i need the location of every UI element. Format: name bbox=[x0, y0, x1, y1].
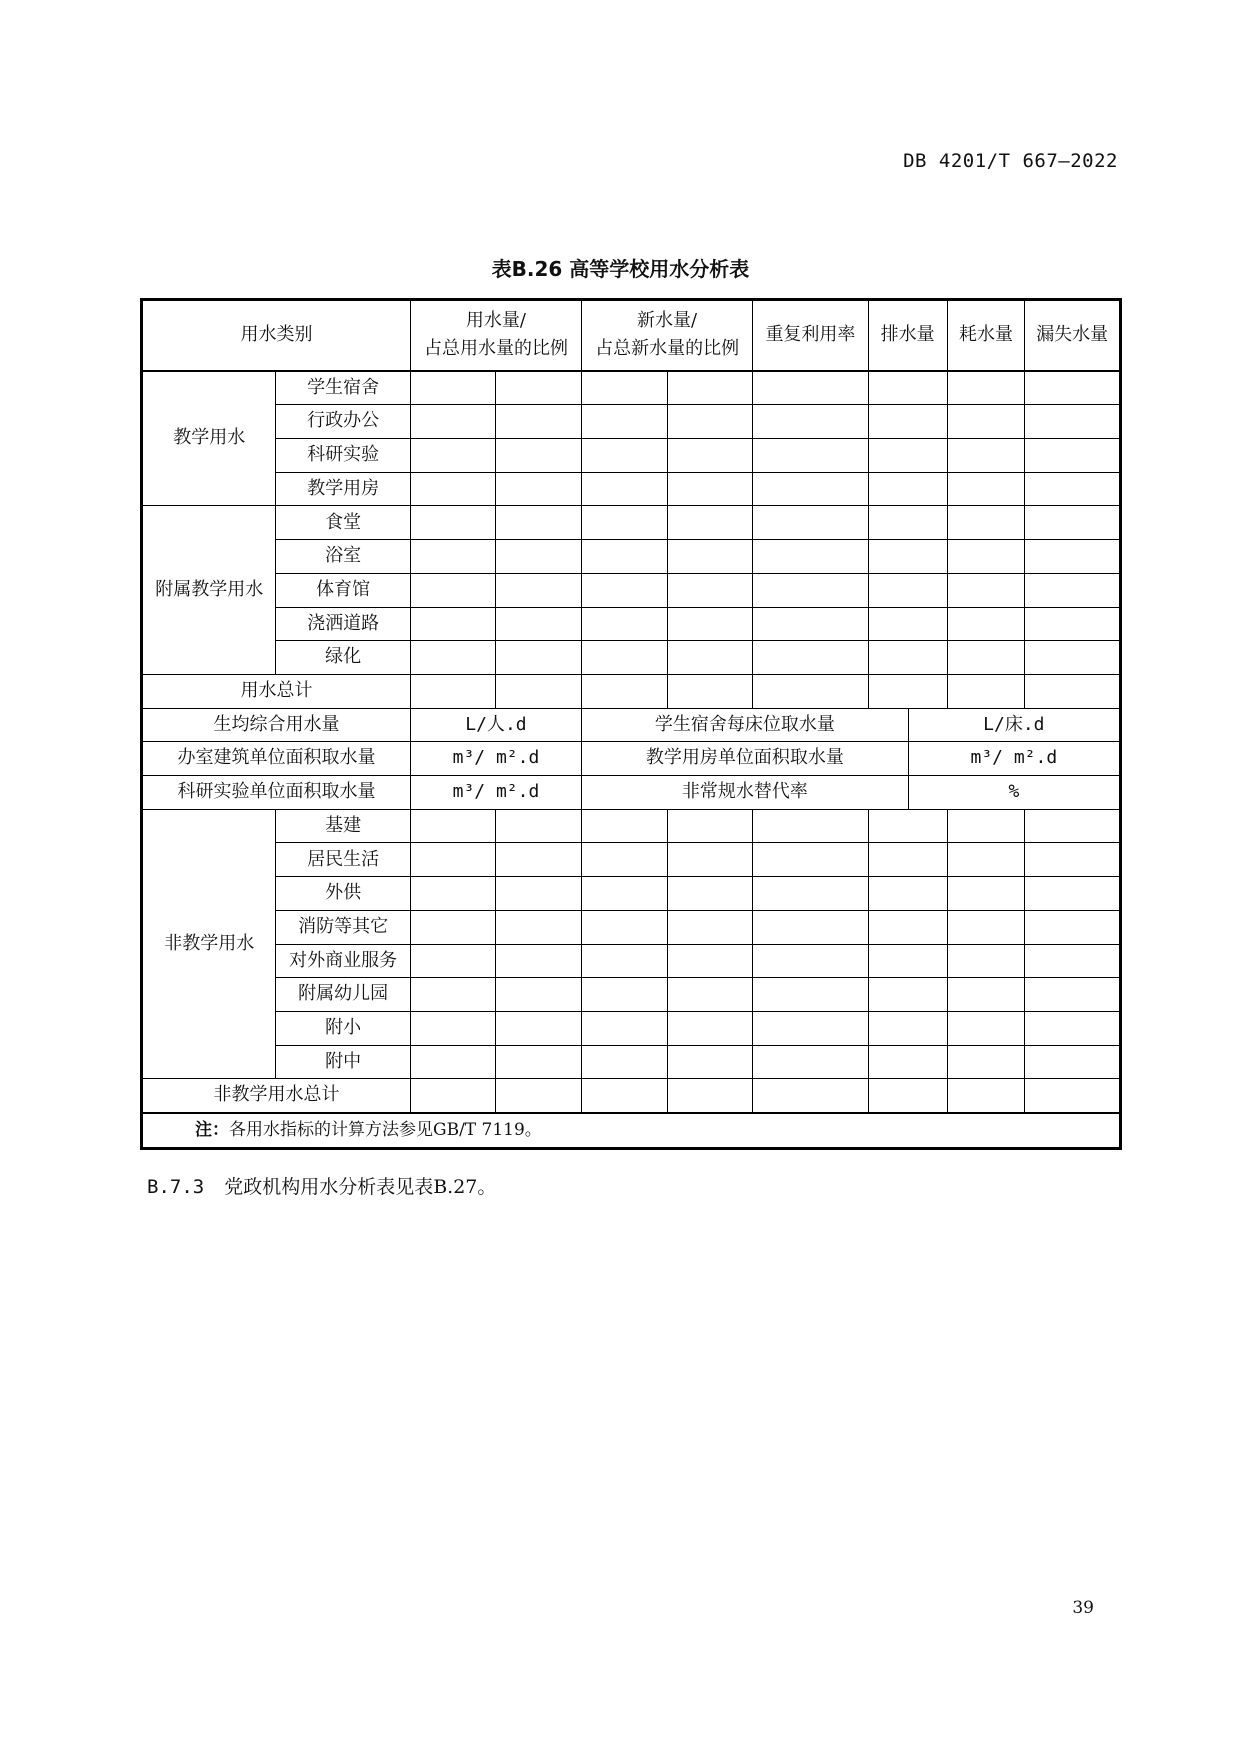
table-row bbox=[142, 405, 1121, 439]
table-row bbox=[142, 809, 1121, 843]
cell bbox=[947, 809, 1025, 843]
cell bbox=[868, 978, 947, 1012]
cell bbox=[667, 540, 753, 574]
cell bbox=[410, 843, 496, 877]
indicator-label: 学生宿舍每床位取水量 bbox=[582, 708, 909, 742]
cell bbox=[1025, 1011, 1121, 1045]
clause-text: 党政机构用水分析表见表B.27。 bbox=[224, 1176, 497, 1198]
cell bbox=[868, 405, 947, 439]
cell bbox=[947, 371, 1025, 405]
cell bbox=[496, 506, 582, 540]
indicator-label: 生均综合用水量 bbox=[142, 708, 411, 742]
total-label: 用水总计 bbox=[142, 674, 411, 708]
cell bbox=[496, 371, 582, 405]
indicator-row bbox=[142, 776, 1121, 810]
table-note bbox=[142, 1113, 1121, 1148]
cell bbox=[753, 607, 869, 641]
header-new-water bbox=[582, 300, 753, 371]
cell bbox=[1025, 1079, 1121, 1113]
indicator-unit: m³/ m².d bbox=[410, 742, 581, 776]
indicator-label: 非常规水替代率 bbox=[582, 776, 909, 810]
cell bbox=[496, 607, 582, 641]
cell bbox=[667, 1079, 753, 1113]
cell bbox=[868, 910, 947, 944]
cell bbox=[1025, 910, 1121, 944]
note-row bbox=[142, 1113, 1121, 1148]
cell bbox=[1025, 439, 1121, 473]
cell bbox=[667, 910, 753, 944]
cell bbox=[582, 472, 668, 506]
table-row bbox=[142, 641, 1121, 675]
cell bbox=[582, 439, 668, 473]
cell bbox=[667, 1045, 753, 1079]
indicator-label: 教学用房单位面积取水量 bbox=[582, 742, 909, 776]
cell bbox=[753, 910, 869, 944]
cell bbox=[582, 607, 668, 641]
cell bbox=[753, 506, 869, 540]
table-row bbox=[142, 540, 1121, 574]
indicator-row bbox=[142, 708, 1121, 742]
cell bbox=[753, 944, 869, 978]
cell bbox=[667, 978, 753, 1012]
cell bbox=[947, 506, 1025, 540]
header-water-use-line2: 占总用水量的比例 bbox=[423, 338, 568, 360]
note-label: 注： bbox=[195, 1119, 229, 1140]
table-row bbox=[142, 910, 1121, 944]
cell bbox=[582, 1011, 668, 1045]
clause-number: B.7.3 bbox=[147, 1176, 205, 1198]
cell bbox=[868, 540, 947, 574]
cell bbox=[582, 1079, 668, 1113]
cell bbox=[753, 1079, 869, 1113]
cell bbox=[753, 405, 869, 439]
cell bbox=[947, 674, 1025, 708]
cell bbox=[1025, 371, 1121, 405]
group-non-teaching: 非教学用水 bbox=[142, 809, 276, 1079]
cell bbox=[868, 944, 947, 978]
cell bbox=[582, 674, 668, 708]
cell bbox=[868, 809, 947, 843]
cell bbox=[582, 371, 668, 405]
cell bbox=[496, 1079, 582, 1113]
cell bbox=[667, 1011, 753, 1045]
item-label: 学生宿舍 bbox=[276, 371, 410, 405]
cell bbox=[947, 641, 1025, 675]
cell bbox=[753, 540, 869, 574]
cell bbox=[753, 1045, 869, 1079]
cell bbox=[947, 573, 1025, 607]
total-row bbox=[142, 674, 1121, 708]
cell bbox=[1025, 944, 1121, 978]
indicator-unit: % bbox=[908, 776, 1120, 810]
indicator-row bbox=[142, 742, 1121, 776]
cell bbox=[667, 371, 753, 405]
cell bbox=[947, 472, 1025, 506]
cell bbox=[753, 809, 869, 843]
cell bbox=[582, 877, 668, 911]
item-label: 消防等其它 bbox=[276, 910, 410, 944]
table-row bbox=[142, 944, 1121, 978]
cell bbox=[496, 944, 582, 978]
note-text: 各用水指标的计算方法参见GB/T 7119。 bbox=[229, 1119, 542, 1140]
cell bbox=[868, 371, 947, 405]
cell bbox=[667, 573, 753, 607]
cell bbox=[753, 371, 869, 405]
cell bbox=[868, 439, 947, 473]
cell bbox=[1025, 1045, 1121, 1079]
cell bbox=[582, 978, 668, 1012]
cell bbox=[868, 674, 947, 708]
cell bbox=[582, 910, 668, 944]
cell bbox=[410, 674, 496, 708]
header-water-use bbox=[410, 300, 581, 371]
cell bbox=[496, 641, 582, 675]
cell bbox=[1025, 674, 1121, 708]
non-teaching-total-label: 非教学用水总计 bbox=[142, 1079, 411, 1113]
cell bbox=[947, 877, 1025, 911]
cell bbox=[667, 877, 753, 911]
cell bbox=[582, 1045, 668, 1079]
header-water-use-line1: 用水量/ bbox=[465, 309, 526, 331]
header-new-water-line1: 新水量/ bbox=[637, 309, 698, 331]
cell bbox=[582, 843, 668, 877]
page-number: 39 bbox=[1072, 1598, 1094, 1618]
cell bbox=[753, 472, 869, 506]
item-label: 科研实验 bbox=[276, 439, 410, 473]
cell bbox=[1025, 540, 1121, 574]
header-consumption: 耗水量 bbox=[947, 300, 1025, 371]
cell bbox=[496, 674, 582, 708]
cell bbox=[1025, 809, 1121, 843]
non-teaching-total-row bbox=[142, 1079, 1121, 1113]
cell bbox=[667, 674, 753, 708]
cell bbox=[1025, 573, 1121, 607]
cell bbox=[753, 674, 869, 708]
table-row bbox=[142, 1011, 1121, 1045]
cell bbox=[753, 439, 869, 473]
table-row bbox=[142, 439, 1121, 473]
cell bbox=[947, 1011, 1025, 1045]
cell bbox=[868, 641, 947, 675]
cell bbox=[496, 809, 582, 843]
cell bbox=[868, 1011, 947, 1045]
cell bbox=[667, 506, 753, 540]
cell bbox=[947, 944, 1025, 978]
cell bbox=[582, 405, 668, 439]
cell bbox=[753, 978, 869, 1012]
cell bbox=[582, 944, 668, 978]
indicator-unit: m³/ m².d bbox=[410, 776, 581, 810]
cell bbox=[496, 910, 582, 944]
table-row bbox=[142, 472, 1121, 506]
cell bbox=[753, 573, 869, 607]
item-label: 对外商业服务 bbox=[276, 944, 410, 978]
cell bbox=[753, 843, 869, 877]
item-label: 附小 bbox=[276, 1011, 410, 1045]
water-analysis-table bbox=[140, 298, 1122, 1150]
cell bbox=[947, 607, 1025, 641]
cell bbox=[667, 843, 753, 877]
cell bbox=[582, 809, 668, 843]
indicator-unit: m³/ m².d bbox=[908, 742, 1120, 776]
item-label: 外供 bbox=[276, 877, 410, 911]
item-label: 行政办公 bbox=[276, 405, 410, 439]
cell bbox=[1025, 472, 1121, 506]
cell bbox=[1025, 506, 1121, 540]
cell bbox=[947, 1079, 1025, 1113]
header-category: 用水类别 bbox=[142, 300, 411, 371]
group-teaching: 教学用水 bbox=[142, 371, 276, 506]
indicator-unit: L/床.d bbox=[908, 708, 1120, 742]
cell bbox=[496, 439, 582, 473]
cell bbox=[868, 573, 947, 607]
item-label: 教学用房 bbox=[276, 472, 410, 506]
cell bbox=[947, 910, 1025, 944]
cell bbox=[1025, 877, 1121, 911]
cell bbox=[753, 1011, 869, 1045]
table-row bbox=[142, 978, 1121, 1012]
cell bbox=[496, 405, 582, 439]
cell bbox=[1025, 843, 1121, 877]
indicator-label: 科研实验单位面积取水量 bbox=[142, 776, 411, 810]
cell bbox=[868, 843, 947, 877]
cell bbox=[868, 1079, 947, 1113]
cell bbox=[1025, 405, 1121, 439]
item-label: 绿化 bbox=[276, 641, 410, 675]
cell bbox=[1025, 607, 1121, 641]
cell bbox=[410, 506, 496, 540]
cell bbox=[410, 1045, 496, 1079]
cell bbox=[868, 877, 947, 911]
cell bbox=[410, 405, 496, 439]
table-row bbox=[142, 607, 1121, 641]
cell bbox=[410, 944, 496, 978]
item-label: 浴室 bbox=[276, 540, 410, 574]
cell bbox=[947, 1045, 1025, 1079]
cell bbox=[667, 472, 753, 506]
table-row bbox=[142, 877, 1121, 911]
cell bbox=[496, 1011, 582, 1045]
cell bbox=[667, 641, 753, 675]
item-label: 体育馆 bbox=[276, 573, 410, 607]
cell bbox=[496, 472, 582, 506]
cell bbox=[410, 607, 496, 641]
table-row bbox=[142, 506, 1121, 540]
cell bbox=[410, 809, 496, 843]
cell bbox=[410, 472, 496, 506]
cell bbox=[410, 439, 496, 473]
cell bbox=[753, 641, 869, 675]
cell bbox=[410, 573, 496, 607]
header-new-water-line2: 占总新水量的比例 bbox=[595, 338, 740, 360]
cell bbox=[667, 405, 753, 439]
item-label: 基建 bbox=[276, 809, 410, 843]
table-row bbox=[142, 573, 1121, 607]
item-label: 居民生活 bbox=[276, 843, 410, 877]
cell bbox=[947, 540, 1025, 574]
cell bbox=[947, 978, 1025, 1012]
header-leakage: 漏失水量 bbox=[1025, 300, 1121, 371]
cell bbox=[410, 1011, 496, 1045]
table-header-row bbox=[142, 300, 1121, 371]
cell bbox=[667, 439, 753, 473]
header-reuse-rate: 重复利用率 bbox=[753, 300, 869, 371]
indicator-unit: L/人.d bbox=[410, 708, 581, 742]
cell bbox=[410, 641, 496, 675]
group-auxiliary: 附属教学用水 bbox=[142, 506, 276, 675]
cell bbox=[947, 405, 1025, 439]
cell bbox=[1025, 978, 1121, 1012]
table-row bbox=[142, 1045, 1121, 1079]
cell bbox=[410, 978, 496, 1012]
cell bbox=[582, 506, 668, 540]
cell bbox=[496, 843, 582, 877]
cell bbox=[410, 910, 496, 944]
item-label: 附属幼儿园 bbox=[276, 978, 410, 1012]
table-row bbox=[142, 371, 1121, 405]
item-label: 食堂 bbox=[276, 506, 410, 540]
clause-paragraph bbox=[147, 1172, 496, 1199]
cell bbox=[582, 540, 668, 574]
cell bbox=[868, 607, 947, 641]
item-label: 附中 bbox=[276, 1045, 410, 1079]
cell bbox=[753, 877, 869, 911]
table-row bbox=[142, 843, 1121, 877]
cell bbox=[496, 540, 582, 574]
cell bbox=[496, 573, 582, 607]
cell bbox=[496, 877, 582, 911]
cell bbox=[947, 439, 1025, 473]
cell bbox=[667, 944, 753, 978]
cell bbox=[496, 1045, 582, 1079]
cell bbox=[868, 472, 947, 506]
cell bbox=[410, 371, 496, 405]
cell bbox=[868, 506, 947, 540]
cell bbox=[410, 540, 496, 574]
cell bbox=[496, 978, 582, 1012]
cell bbox=[582, 573, 668, 607]
cell bbox=[667, 809, 753, 843]
header-discharge: 排水量 bbox=[868, 300, 947, 371]
table-title: 表B.26 高等学校用水分析表 bbox=[491, 257, 750, 281]
indicator-label: 办室建筑单位面积取水量 bbox=[142, 742, 411, 776]
cell bbox=[410, 1079, 496, 1113]
cell bbox=[1025, 641, 1121, 675]
item-label: 浇洒道路 bbox=[276, 607, 410, 641]
cell bbox=[667, 607, 753, 641]
cell bbox=[868, 1045, 947, 1079]
cell bbox=[582, 641, 668, 675]
cell bbox=[410, 877, 496, 911]
document-code: DB 4201/T 667—2022 bbox=[903, 150, 1118, 172]
cell bbox=[947, 843, 1025, 877]
